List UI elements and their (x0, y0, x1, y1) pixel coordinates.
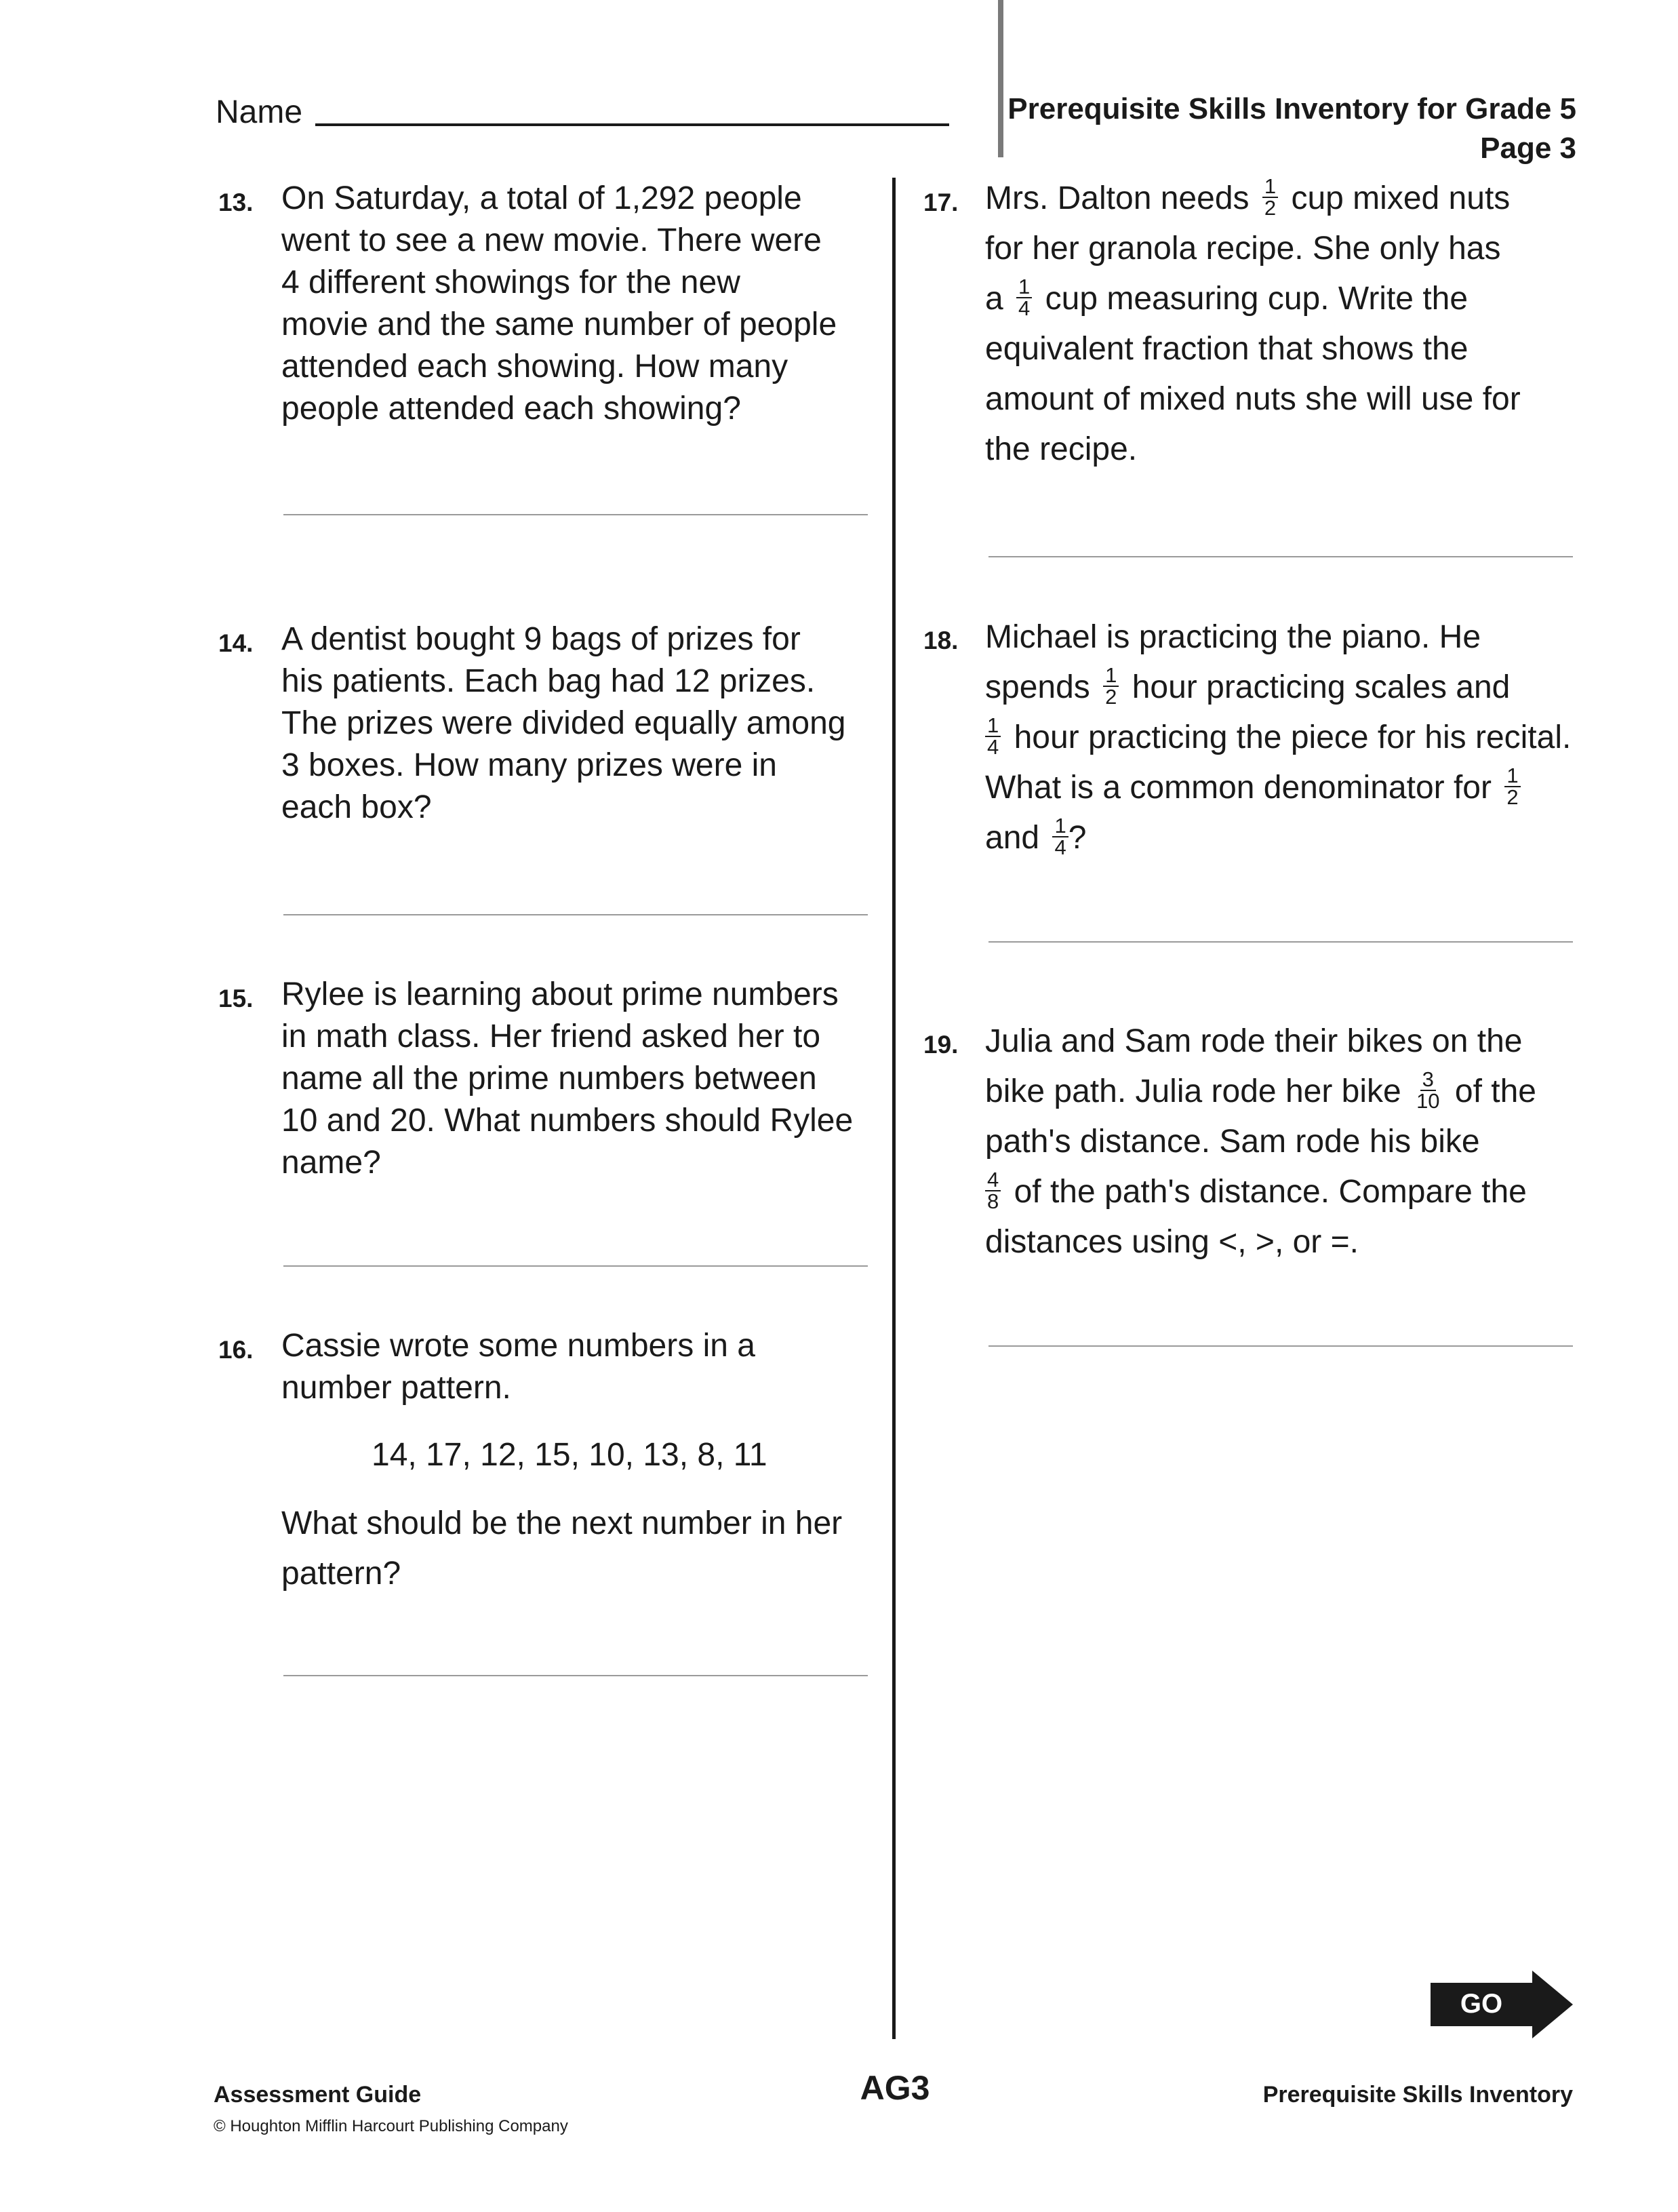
question-16-text: Cassie wrote some numbers in a number pattern. (281, 1328, 755, 1406)
go-on-arrow (1431, 1971, 1573, 2055)
question-13-text: On Saturday, a total of 1,292 people went to see a new movie. There were 4 different showings for the new movie and the same number of people attended each showing. How many people attended each showing? (281, 180, 837, 427)
answer-line-19[interactable] (988, 1345, 1573, 1347)
answer-line-13[interactable] (283, 514, 868, 515)
footer-right: Prerequisite Skills Inventory (1262, 2082, 1573, 2108)
answer-line-16[interactable] (283, 1675, 868, 1676)
answer-line-17[interactable] (988, 556, 1573, 557)
question-14-text: A dentist bought 9 bags of prizes for his patients. Each bag had 12 prizes. The prizes were divided equally among 3 boxes. How many prizes were in each box? (281, 621, 846, 825)
question-19-text: Julia and Sam rode their bikes on the bike path. Julia rode her bike $\frac{3}{10}$ of the path's distance. Sam rode his bike $\frac{4}{8}$ of the path's distance. Compare the distances using <, >, or =. (985, 1023, 1536, 1260)
fraction-three-tenths: $\frac{3}{10}$ (1416, 1067, 1440, 1113)
question-15-text: Rylee is learning about prime numbers in math class. Her friend asked her to name all the prime numbers between 10 and 20. What numbers should Rylee name? (281, 976, 854, 1181)
page-title (1007, 90, 1576, 168)
fraction-one-half: $\frac{1}{2}$ (1504, 766, 1520, 808)
question-19-number: 19. (923, 1031, 959, 1059)
fraction-one-fourth: $\frac{1}{4}$ (1052, 816, 1068, 858)
number-pattern: 14, 17, 12, 15, 10, 13, 8, 11 (372, 1437, 767, 1473)
answer-line-18[interactable] (988, 941, 1573, 943)
answer-line-14[interactable] (283, 914, 868, 915)
answer-line-15[interactable] (283, 1265, 868, 1267)
fraction-four-eighths: $\frac{4}{8}$ (985, 1170, 1001, 1212)
question-17-text: Mrs. Dalton needs $\frac{1}{2}$ cup mixed nuts for her granola recipe. She only has a $\frac{1}{4}$ cup measuring cup. Write the equivalent fraction that shows the amount of mixed nuts she will use for the recipe. (985, 174, 1521, 467)
question-15-number: 15. (218, 985, 254, 1012)
fraction-one-fourth: $\frac{1}{4}$ (1016, 277, 1032, 319)
question-18-number: 18. (923, 627, 959, 654)
column-divider (892, 178, 896, 2039)
footer-left: Assessment Guide (214, 2082, 422, 2108)
footer-copyright: © Houghton Mifflin Harcourt Publishing Company (214, 2117, 568, 2135)
question-18-text: Michael is practicing the piano. He spends $\frac{1}{2}$ hour practicing scales and $\frac{1}{4}$ hour practicing the piece for his recital. What is a common denominator for $\frac{1}{2}$ and $\frac{1}{4}$ ? (985, 619, 1572, 860)
question-17-number: 17. (923, 189, 959, 216)
question-16-number: 16. (218, 1336, 254, 1364)
question-14-number: 14. (218, 629, 254, 657)
name-label: Name (216, 94, 303, 130)
page-title-line: Prerequisite Skills Inventory for Grade 5 (1007, 92, 1576, 125)
question-16-prompt: What should be the next number in her pattern? (281, 1505, 843, 1592)
name-answer-line[interactable] (315, 123, 949, 126)
question-13-number: 13. (218, 189, 254, 216)
fraction-one-fourth: $\frac{1}{4}$ (985, 715, 1001, 757)
go-on-label: GO ON (1460, 1989, 1503, 2055)
page-number: Page 3 (1480, 132, 1576, 165)
footer-page-code: AG3 (860, 2069, 930, 2107)
fraction-one-half: $\frac{1}{2}$ (1262, 176, 1278, 218)
fraction-one-half: $\frac{1}{2}$ (1103, 665, 1119, 707)
header-divider (998, 0, 1003, 157)
